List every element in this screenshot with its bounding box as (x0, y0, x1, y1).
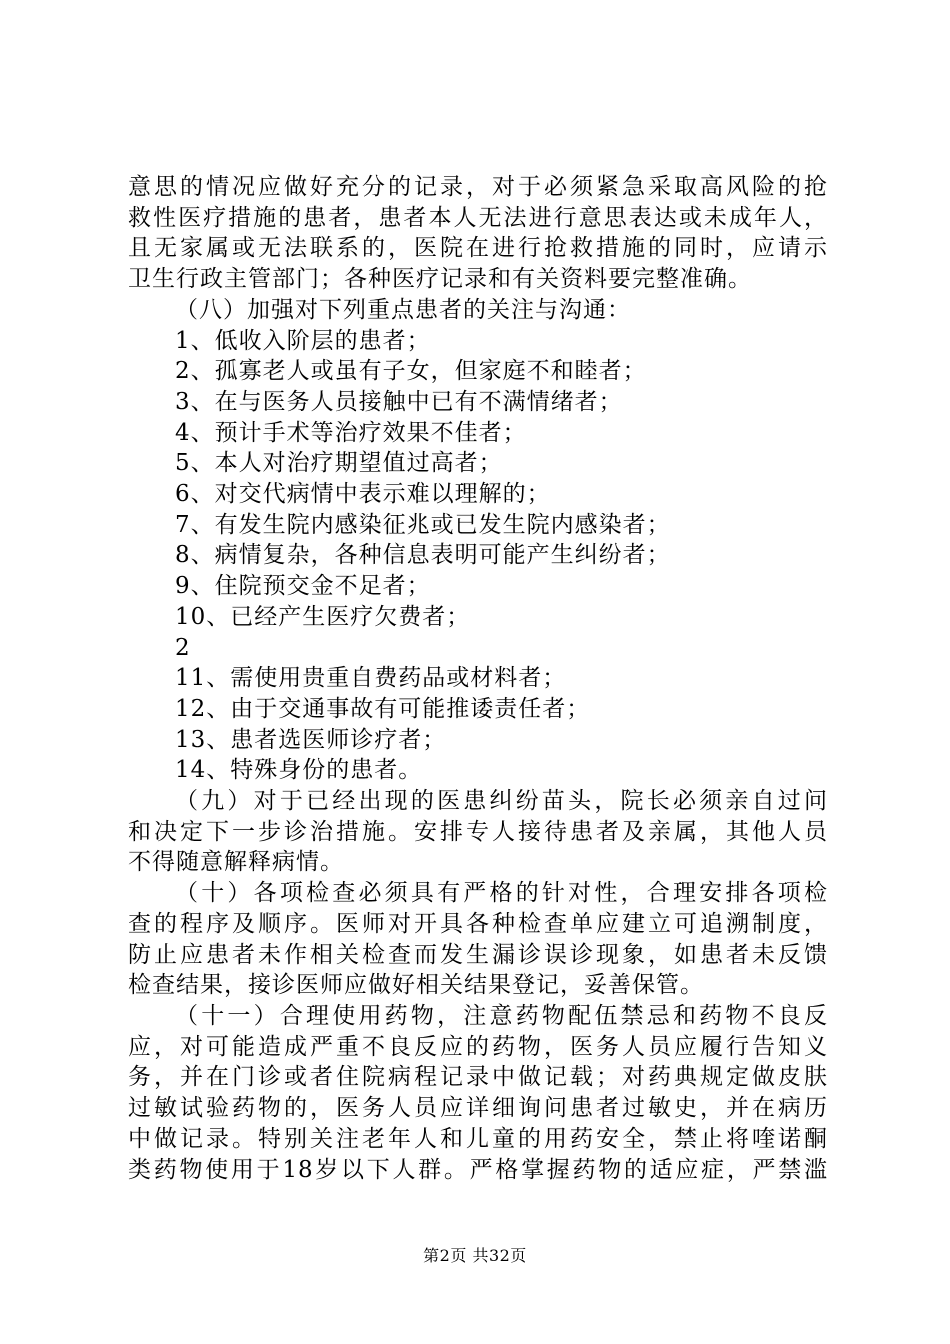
list-item: 8、病情复杂，各种信息表明可能产生纠纷者； (175, 542, 671, 569)
text-line: 检查结果，接诊医师应做好相关结果登记，妥善保管。 (128, 972, 704, 999)
text-line: 防止应患者未作相关检查而发生漏诊误诊现象，如患者未反馈 (128, 941, 828, 968)
text-line: 过敏试验药物的，医务人员应详细询问患者过敏史，并在病历 (128, 1095, 828, 1122)
document-body (128, 172, 828, 1185)
text-line: 中做记录。特别关注老年人和儿童的用药安全，禁止将喹诺酮 (128, 1125, 828, 1152)
list-item: 14、特殊身份的患者。 (175, 757, 423, 784)
text-line: 应，对可能造成严重不良反应的药物，医务人员应履行告知义 (128, 1033, 828, 1060)
inline-page-number: 2 (175, 634, 191, 661)
text-line: 务，并在门诊或者住院病程记录中做记载；对药典规定做皮肤 (128, 1064, 828, 1091)
section-heading: （八）加强对下列重点患者的关注与沟通： (175, 296, 631, 323)
list-item: 11、需使用贵重自费药品或材料者； (175, 665, 567, 692)
list-item: 3、在与医务人员接触中已有不满情绪者； (175, 388, 623, 415)
list-item: 4、预计手术等治疗效果不佳者； (175, 419, 527, 446)
text-line: 不得随意解释病情。 (128, 849, 344, 876)
text-line: 救性医疗措施的患者，患者本人无法进行意思表达或未成年人， (128, 204, 828, 231)
text-line: 查的程序及顺序。医师对开具各种检查单应建立可追溯制度， (128, 910, 828, 937)
text-line: 卫生行政主管部门；各种医疗记录和有关资料要完整准确。 (128, 266, 752, 293)
list-item: 1、低收入阶层的患者； (175, 327, 431, 354)
list-item: 6、对交代病情中表示难以理解的； (175, 481, 551, 508)
text-line: （十）各项检查必须具有严格的针对性，合理安排各项检 (175, 880, 828, 907)
text-line: （九）对于已经出现的医患纠纷苗头，院长必须亲自过问 (175, 788, 828, 815)
text-line: 意思的情况应做好充分的记录，对于必须紧急采取高风险的抢 (128, 174, 828, 200)
text-line: 和决定下一步诊治措施。安排专人接待患者及亲属，其他人员 (128, 818, 828, 845)
list-item: 5、本人对治疗期望值过高者； (175, 450, 503, 477)
list-item: 13、患者选医师诊疗者； (175, 726, 447, 753)
list-item: 10、已经产生医疗欠费者； (175, 603, 471, 630)
text-line: 且无家属或无法联系的，医院在进行抢救措施的同时，应请示 (128, 235, 828, 262)
text-line: （十一）合理使用药物，注意药物配伍禁忌和药物不良反 (175, 1002, 828, 1029)
page-footer (0, 1243, 950, 1266)
list-item: 7、有发生院内感染征兆或已发生院内感染者； (175, 511, 671, 538)
list-item: 12、由于交通事故有可能推诿责任者； (175, 695, 591, 722)
list-item: 2、孤寡老人或虽有子女，但家庭不和睦者； (175, 358, 647, 385)
list-item: 9、住院预交金不足者； (175, 573, 431, 600)
text-line: 类药物使用于18岁以下人群。严格掌握药物的适应症，严禁滥 (128, 1156, 828, 1183)
page-number-text: 第2页 共32页 (423, 1246, 527, 1265)
